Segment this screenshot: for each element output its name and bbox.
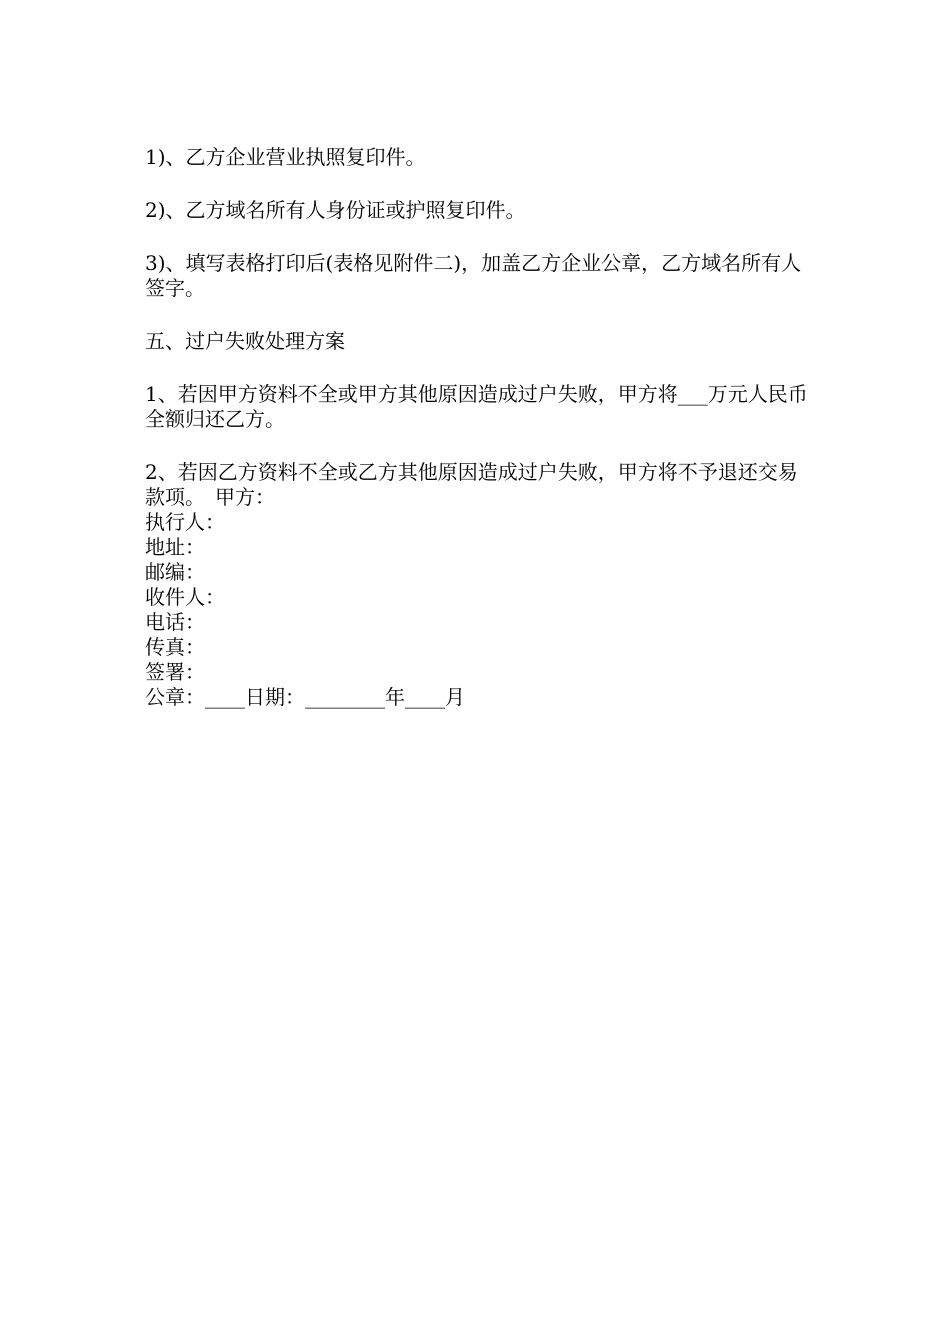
clause-1: 1、若因甲方资料不全或甲方其他原因造成过户失败，甲方将___万元人民币全额归还乙方。 [145, 382, 808, 431]
field-fax: 传真： [145, 635, 205, 659]
item-business-license: 1)、乙方企业营业执照复印件。 [145, 145, 426, 169]
section-title: 五、过户失败处理方案 [145, 329, 345, 353]
field-executor: 执行人： [145, 510, 225, 534]
field-phone: 电话： [145, 610, 205, 634]
field-address: 地址： [145, 535, 205, 559]
field-signature: 签署： [145, 660, 205, 684]
field-seal-date: 公章：____日期：________年____月 [145, 685, 465, 709]
item-form-signing: 3)、填写表格打印后(表格见附件二)，加盖乙方企业公章，乙方域名所有人签字。 [145, 251, 802, 300]
field-postcode: 邮编： [145, 560, 205, 584]
field-recipient: 收件人： [145, 585, 225, 609]
clause-2: 2、若因乙方资料不全或乙方其他原因造成过户失败，甲方将不予退还交易款项。 甲方： [145, 460, 798, 509]
item-id-copy: 2)、乙方域名所有人身份证或护照复印件。 [145, 198, 526, 222]
document-page [145, 145, 810, 710]
signature-block [145, 510, 810, 710]
